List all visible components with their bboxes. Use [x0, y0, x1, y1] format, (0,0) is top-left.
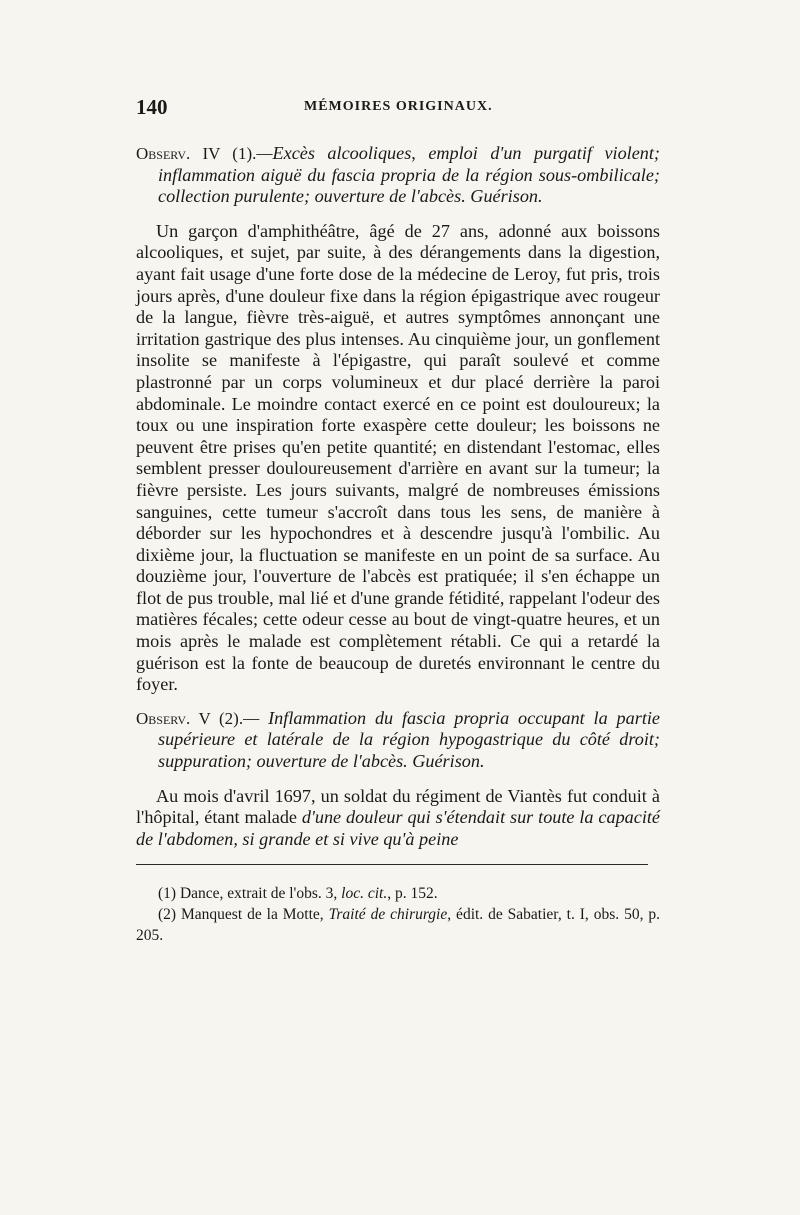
footnote-text: , édit. de Sabatier, t. I, obs. 50, p. 205.: [136, 906, 661, 945]
running-title: MÉMOIRES ORIGINAUX.: [304, 99, 493, 114]
footnote-text: , p. 152.: [387, 885, 438, 903]
observation-body: [136, 786, 660, 851]
document-page: [136, 95, 660, 946]
body-quote: d'une douleur qui s'étendait sur toute la capacité de l'abdomen, si grande et si vive qu'à peine: [136, 807, 661, 849]
footnote-divider: [136, 864, 648, 865]
footnote-source: Traité de chirurgie: [328, 906, 448, 924]
observation-label: Observ. V (2).: [136, 708, 244, 728]
footnote: [136, 904, 660, 946]
observation-heading: [136, 143, 660, 208]
footnote-text: (1) Dance, extrait de l'obs. 3,: [158, 885, 342, 903]
observation-title: —Excès alcooliques, emploi d'un purgatif violent; inflammation aiguë du fascia propria de la région sous-ombilicale; collection purulente; ouverture de l'abcès. Guérison.: [158, 143, 660, 207]
footnote-source: loc. cit.: [341, 885, 388, 903]
observation-label: Observ. IV (1).: [136, 144, 257, 163]
observation-heading: [136, 708, 660, 773]
running-header: [136, 95, 660, 125]
footnote: [136, 883, 660, 904]
footnote-text: (2) Manquest de la Motte,: [158, 906, 329, 924]
body-text: Au mois d'avril 1697, un soldat du régiment de Viantès fut conduit à l'hôpital, étant malade: [136, 785, 660, 828]
page-number: 140: [136, 95, 168, 119]
observation-title: — Inflammation du fascia propria occupant la partie supérieure et latérale de la région hypogastrique du côté droit; suppuration; ouverture de l'abcès. Guérison.: [158, 707, 660, 772]
observation-body: Un garçon d'amphithéâtre, âgé de 27 ans, adonné aux boissons alcooliques, et sujet, par suite, à des dérangements dans la digestion, ayant fait usage d'une forte dose de la médecine de Leroy, fut pris, trois jours après, d'une douleur fixe dans la région épigastrique avec rougeur de la langue, fièvre très-aiguë, et autres symptômes annonçant une irritation gastrique des plus intenses. Au cinquième jour, un gonflement insolite se manifeste à l'épigastre, qui paraît soulevé et comme plastronné par un corps volumineux et dur placé derrière la paroi abdominale. Le moindre contact exercé en ce point est douloureux; la toux ou une inspiration forte exaspère cette douleur; les boissons ne peuvent être prises qu'en petite quantité; en distendant l'estomac, elles semblent presser douloureusement d'arrière en avant sur la tumeur; la fièvre persiste. Les jours suivants, malgré de nombreuses émissions sanguines, cette tumeur s'accroît dans tous les sens, de manière à déborder sur les hypochondres et à descendre jusqu'à l'ombilic. Au dixième jour, la fluctuation se manifeste en un point de sa surface. Au douzième jour, l'ouverture de l'abcès est pratiquée; il s'en échappe un flot de pus trouble, mal lié et d'une grande fétidité, rappelant l'odeur des matières fécales; cette odeur cesse au bout de vingt-quatre heures, et un mois après le malade est complètement rétabli. Ce qui a retardé la guérison est la fonte de beaucoup de duretés environnant le centre du foyer.: [136, 220, 660, 695]
